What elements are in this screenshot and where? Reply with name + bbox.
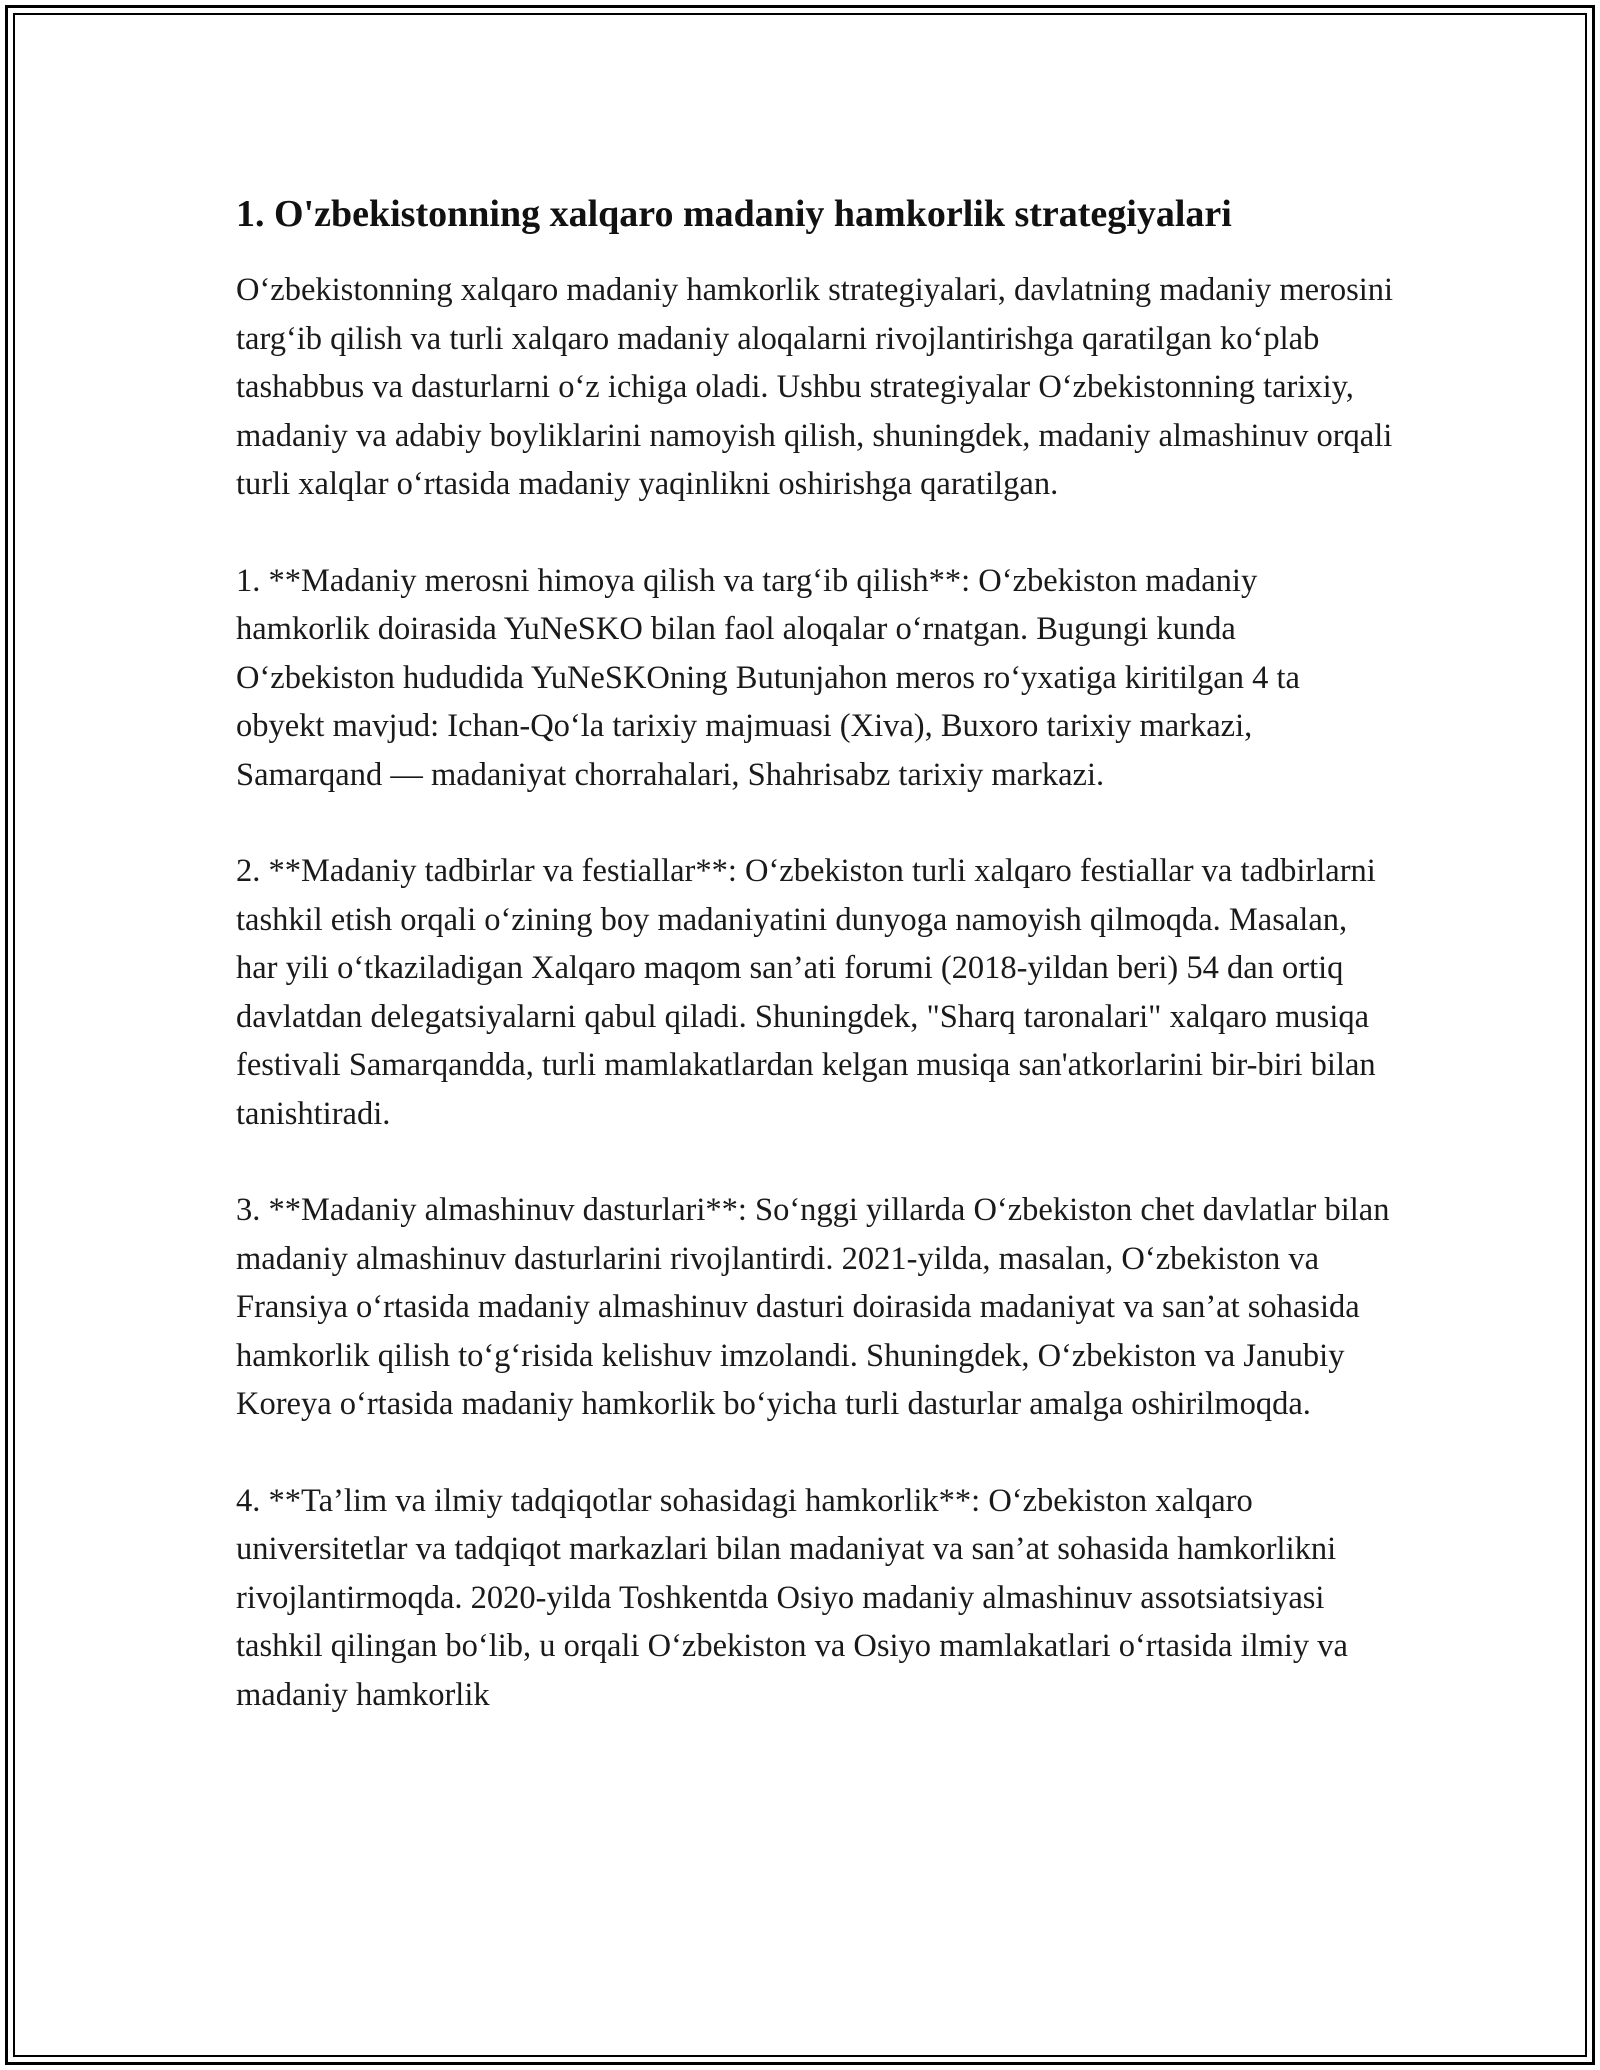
paragraph-education: 4. **Ta’lim va ilmiy tadqiqotlar sohasidagi hamkorlik**: O‘zbekiston xalqaro universitetlar va tadqiqot markazlari bilan madaniyat va san’at sohasida hamkorlikni rivojlantirmoqda. 2020-yilda Toshkentda Osiyo madaniy almashinuv assotsiatsiyasi tashkil qilingan bo‘lib, u orqali O‘zbekiston va Osiyo mamlakatlari o‘rtasida ilmiy va madaniy hamkorlik bbox=[236, 1482, 1348, 1713]
paragraph-exchange: 3. **Madaniy almashinuv dasturlari**: So‘nggi yillarda O‘zbekiston chet davlatlar bilan madaniy almashinuv dasturlarini rivojlantirdi. 2021-yilda, masalan, O‘zbekiston va Fransiya o‘rtasida madaniy almashinuv dasturi doirasida madaniyat va san’at sohasida hamkorlik qilish to‘g‘risida kelishuv imzolandi. Shuningdek, O‘zbekiston va Janubiy Koreya o‘rtasida madaniy hamkorlik bo‘yicha turli dasturlar amalga oshirilmoqda. bbox=[236, 1192, 1390, 1422]
intro-paragraph: O‘zbekistonning xalqaro madaniy hamkorlik strategiyalari, davlatning madaniy merosini targ‘ib qilish va turli xalqaro madaniy aloqalarni rivojlantirishga qaratilgan ko‘plab tashabbus va dasturlarni o‘z ichiga oladi. Ushbu strategiyalar O‘zbekistonning tarixiy, madaniy va adabiy boyliklarini namoyish qilish, shuningdek, madaniy almashinuv orqali turli xalqlar o‘rtasida madaniy yaqinlikni oshirishga qaratilgan. bbox=[236, 272, 1394, 502]
document-title: 1. O'zbekistonning xalqaro madaniy hamkorlik strategiyalari bbox=[236, 193, 1232, 235]
document-page bbox=[236, 186, 1396, 1767]
paragraph-festivals: 2. **Madaniy tadbirlar va festiallar**: O‘zbekiston turli xalqaro festiallar va tadbirlarni tashkil etish orqali o‘zining boy madaniyatini dunyoga namoyish qilmoqda. Masalan, har yili o‘tkaziladigan Xalqaro maqom san’ati forumi (2018-yildan beri) 54 dan ortiq davlatdan delegatsiyalarni qabul qiladi. Shuningdek, "Sharq taronalari" xalqaro musiqa festivali Samarqandda, turli mamlakatlardan kelgan musiqa san'atkorlarini bir-biri bilan tanishtiradi. bbox=[236, 853, 1376, 1132]
paragraph-heritage: 1. **Madaniy merosni himoya qilish va targ‘ib qilish**: O‘zbekiston madaniy hamkorlik doirasida YuNeSKO bilan faol aloqalar o‘rnatgan. Bugungi kunda O‘zbekiston hududida YuNeSKOning Butunjahon meros ro‘yxatiga kiritilgan 4 ta obyekt mavjud: Ichan-Qo‘la tarixiy majmuasi (Xiva), Buxoro tarixiy markazi, Samarqand — madaniyat chorrahalari, Shahrisabz tarixiy markazi. bbox=[236, 562, 1300, 793]
